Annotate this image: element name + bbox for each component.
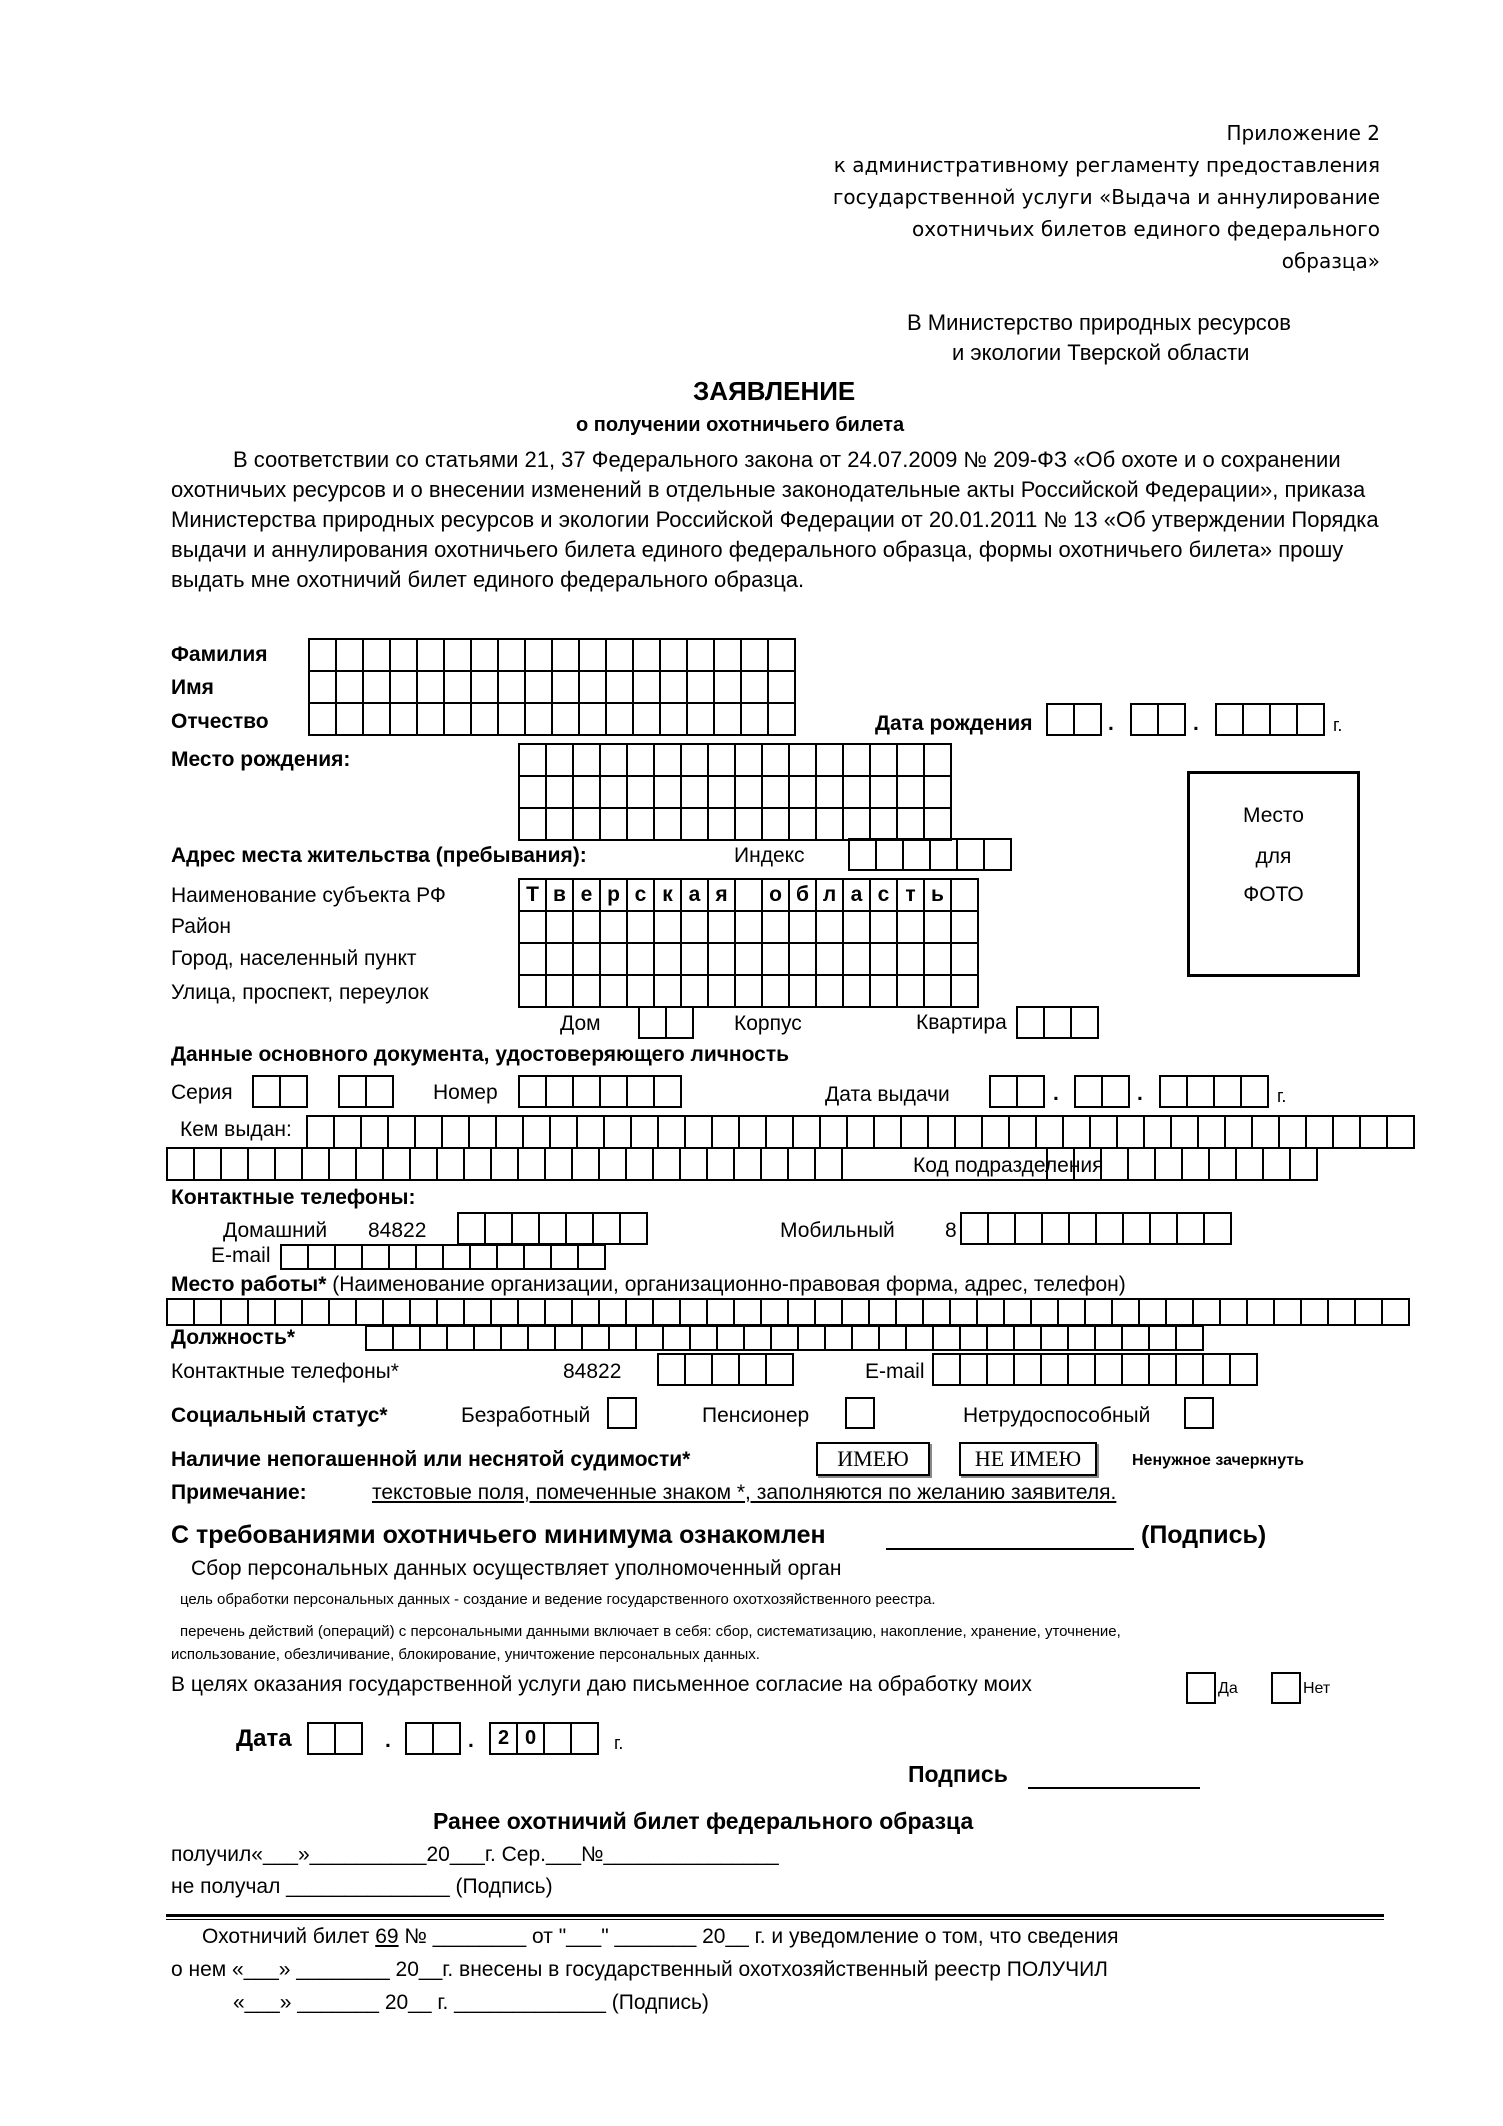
street-cells[interactable] <box>518 974 979 1008</box>
region-cells[interactable]: Т в е р с к а я о б л а с т ь <box>518 878 979 912</box>
strike-out-hint: Ненужное зачеркнуть <box>1132 1452 1304 1469</box>
building-label: Корпус <box>734 1012 802 1035</box>
addressee-line-2: и экологии Тверской области <box>952 340 1250 365</box>
number-label: Номер <box>433 1081 498 1104</box>
series-cells-2[interactable] <box>338 1075 394 1108</box>
birth-year-suffix: г. <box>1333 715 1343 735</box>
date-month-cells[interactable] <box>405 1722 461 1755</box>
unemployed-checkbox[interactable] <box>607 1397 637 1429</box>
house-label: Дом <box>560 1012 601 1035</box>
appendix-line-3: государственной услуги «Выдача и аннулирование <box>832 185 1380 209</box>
issue-date-label: Дата выдачи <box>825 1083 950 1106</box>
appendix-line-2: к административному регламенту предоставления <box>833 153 1380 177</box>
birth-place-label: Место рождения: <box>171 748 351 771</box>
earlier-ticket-heading: Ранее охотничий билет федерального образца <box>433 1808 974 1834</box>
number-cells[interactable] <box>518 1075 682 1108</box>
work-email-label: E-mail <box>865 1360 925 1383</box>
series-cells-1[interactable] <box>252 1075 308 1108</box>
footer-line-1: Охотничий билет 69 № ________ от "___" _______ 20__ г. и уведомление о том, что сведения <box>202 1925 1119 1948</box>
birth-day-cells[interactable] <box>1046 703 1102 736</box>
position-cells[interactable] <box>365 1325 1204 1351</box>
birth-year-cells[interactable] <box>1215 703 1325 736</box>
consent-text: В целях оказания государственной услуги даю письменное согласие на обработку моих <box>171 1673 1032 1696</box>
consent-yes-label: Да <box>1218 1680 1238 1697</box>
birth-place-grid[interactable] <box>518 743 952 841</box>
index-label: Индекс <box>734 844 805 867</box>
work-email-cells[interactable] <box>932 1353 1258 1386</box>
footer-line-2: о нем «___» ________ 20__г. внесены в государственный охотхозяйственный реестр ПОЛУЧИЛ <box>171 1958 1108 1981</box>
note-text: текстовые поля, помеченные знаком *, заполняются по желанию заявителя. <box>372 1481 1117 1504</box>
pd-text-1: Сбор персональных данных осуществляет уполномоченный орган <box>191 1557 842 1580</box>
city-label: Город, населенный пункт <box>171 947 417 970</box>
minimum-signature-line[interactable] <box>886 1524 1134 1550</box>
photo-label-3: ФОТО <box>1243 883 1304 906</box>
work-place-label: Место работы* (Наименование организации, организационно-правовая форма, адрес, телефон) <box>171 1273 1126 1296</box>
social-status-label: Социальный статус* <box>171 1404 388 1427</box>
footer-rule-top <box>166 1914 1384 1917</box>
home-phone-cells[interactable] <box>457 1212 648 1245</box>
issued-by-label: Кем выдан: <box>180 1118 292 1141</box>
surname-label: Фамилия <box>171 643 268 666</box>
index-cells[interactable] <box>848 838 1012 871</box>
birth-month-cells[interactable] <box>1130 703 1186 736</box>
series-label: Серия <box>171 1081 233 1104</box>
date-dot-2: . <box>468 1729 474 1752</box>
pd-text-2: цель обработки персональных данных - создание и ведение государственного охотхозяйственного реестра. <box>180 1591 936 1608</box>
city-cells[interactable] <box>518 942 979 976</box>
criminal-record-label: Наличие непогашенной или неснятой судимости* <box>171 1448 691 1471</box>
photo-label-2: для <box>1255 845 1292 868</box>
have-option[interactable]: ИМЕЮ <box>816 1442 930 1476</box>
disabled-label: Нетрудоспособный <box>963 1404 1151 1427</box>
street-label: Улица, проспект, переулок <box>171 981 429 1004</box>
photo-placeholder <box>1187 771 1360 977</box>
division-code-label: Код подразделения <box>913 1154 1104 1177</box>
minimum-label: С требованиями охотничьего минимума ознакомлен <box>171 1521 826 1549</box>
consent-yes-checkbox[interactable] <box>1186 1672 1216 1704</box>
address-grid[interactable] <box>518 878 979 1008</box>
photo-label-1: Место <box>1243 804 1304 827</box>
date-year-suffix: г. <box>614 1733 624 1753</box>
work-phones-label: Контактные телефоны* <box>171 1360 399 1383</box>
work-place-cells[interactable] <box>166 1298 1410 1326</box>
district-label: Район <box>171 915 231 938</box>
patronymic-cells[interactable] <box>308 702 796 736</box>
consent-no-label: Нет <box>1303 1680 1331 1697</box>
issued-by-row1-cells[interactable] <box>306 1115 1415 1149</box>
work-phone-code: 84822 <box>563 1360 622 1383</box>
note-label: Примечание: <box>171 1481 307 1504</box>
contacts-label: Контактные телефоны: <box>171 1186 416 1209</box>
intro-paragraph: В соответствии со статьями 21, 37 Федерального закона от 24.07.2009 № 209-ФЗ «Об охоте и о сохранении охотничьих ресурсов и о внесении изменений в отдельные законодательные акты Российской Федерации», приказа Министерства природных ресурсов и экологии Российской Федерации от 20.01.2011 № 13 «Об утверждении Порядка выдачи и аннулирования охотничьего билета единого федерального образца, формы охотничьего билета» прошу выдать мне охотничий билет единого федерального образца. <box>171 447 1379 592</box>
work-phone-cells[interactable] <box>657 1353 794 1386</box>
email-cells[interactable] <box>280 1244 606 1270</box>
page-subtitle: о получении охотничьего билета <box>576 414 905 436</box>
addressee-line-1: В Министерство природных ресурсов <box>907 310 1291 335</box>
not-have-option[interactable]: НЕ ИМЕЮ <box>959 1442 1097 1476</box>
home-phone-code: 84822 <box>368 1219 427 1242</box>
position-label: Должность* <box>171 1326 296 1349</box>
birth-date-label: Дата рождения <box>875 712 1033 735</box>
signature-line[interactable] <box>1028 1763 1200 1789</box>
earlier-not-received-line[interactable]: не получал ______________ (Подпись) <box>171 1875 553 1898</box>
disabled-checkbox[interactable] <box>1184 1397 1214 1429</box>
fio-grid[interactable] <box>308 638 796 736</box>
issue-year-cells[interactable] <box>1159 1075 1269 1108</box>
page-title: ЗАЯВЛЕНИЕ <box>693 376 856 406</box>
earlier-received-line[interactable]: получил«___»__________20___г. Сер.___№_______________ <box>171 1843 779 1866</box>
minimum-signature-label: (Подпись) <box>1141 1521 1267 1549</box>
birth-dot-1: . <box>1108 712 1114 735</box>
pensioner-checkbox[interactable] <box>845 1397 875 1429</box>
footer-line-3: «___» _______ 20__ г. _____________ (Подпись) <box>233 1991 709 2014</box>
patronymic-label: Отчество <box>171 710 269 733</box>
signature-label: Подпись <box>908 1761 1008 1787</box>
region-label: Наименование субъекта РФ <box>171 884 446 907</box>
id-doc-label: Данные основного документа, удостоверяющего личность <box>171 1043 790 1066</box>
appendix-line-1: Приложение 2 <box>1226 121 1380 145</box>
house-cells[interactable] <box>638 1006 694 1039</box>
issue-dot-1: . <box>1053 1082 1059 1105</box>
address-label: Адрес места жительства (пребывания): <box>171 844 587 867</box>
email-label: E-mail <box>211 1244 271 1267</box>
date-label: Дата <box>236 1725 292 1752</box>
issued-by-row2-cells[interactable] <box>166 1147 1318 1181</box>
apartment-cells[interactable] <box>1016 1006 1099 1039</box>
issue-month-cells[interactable] <box>1074 1075 1130 1108</box>
issue-year-suffix: г. <box>1277 1086 1287 1106</box>
footer-rule-bottom <box>166 1919 1384 1920</box>
appendix-line-4: охотничьих билетов единого федерального <box>912 217 1380 241</box>
home-phone-label: Домашний <box>223 1219 328 1242</box>
consent-no-checkbox[interactable] <box>1271 1672 1301 1704</box>
unemployed-label: Безработный <box>461 1404 591 1427</box>
pd-text-4: использование, обезличивание, блокирование, уничтожение персональных данных. <box>171 1646 760 1663</box>
name-label: Имя <box>171 676 214 699</box>
name-cells[interactable] <box>308 670 796 704</box>
mobile-phone-cells[interactable] <box>960 1212 1232 1245</box>
surname-cells[interactable] <box>308 638 796 672</box>
appendix-line-5: образца» <box>1281 249 1380 273</box>
date-day-cells[interactable] <box>307 1722 363 1755</box>
date-dot-1: . <box>385 1729 391 1752</box>
mobile-prefix: 8 <box>945 1219 957 1242</box>
district-cells[interactable] <box>518 910 979 944</box>
date-year-cells[interactable]: 2 0 <box>489 1722 599 1755</box>
mobile-phone-label: Мобильный <box>780 1219 895 1242</box>
apartment-label: Квартира <box>916 1011 1007 1034</box>
pensioner-label: Пенсионер <box>702 1404 810 1427</box>
issue-day-cells[interactable] <box>989 1075 1045 1108</box>
pd-text-3: перечень действий (операций) с персональными данными включает в себя: сбор, систематизацию, накопление, хранение, уточнение, <box>180 1623 1121 1640</box>
issue-dot-2: . <box>1137 1082 1143 1105</box>
birth-dot-2: . <box>1193 712 1199 735</box>
